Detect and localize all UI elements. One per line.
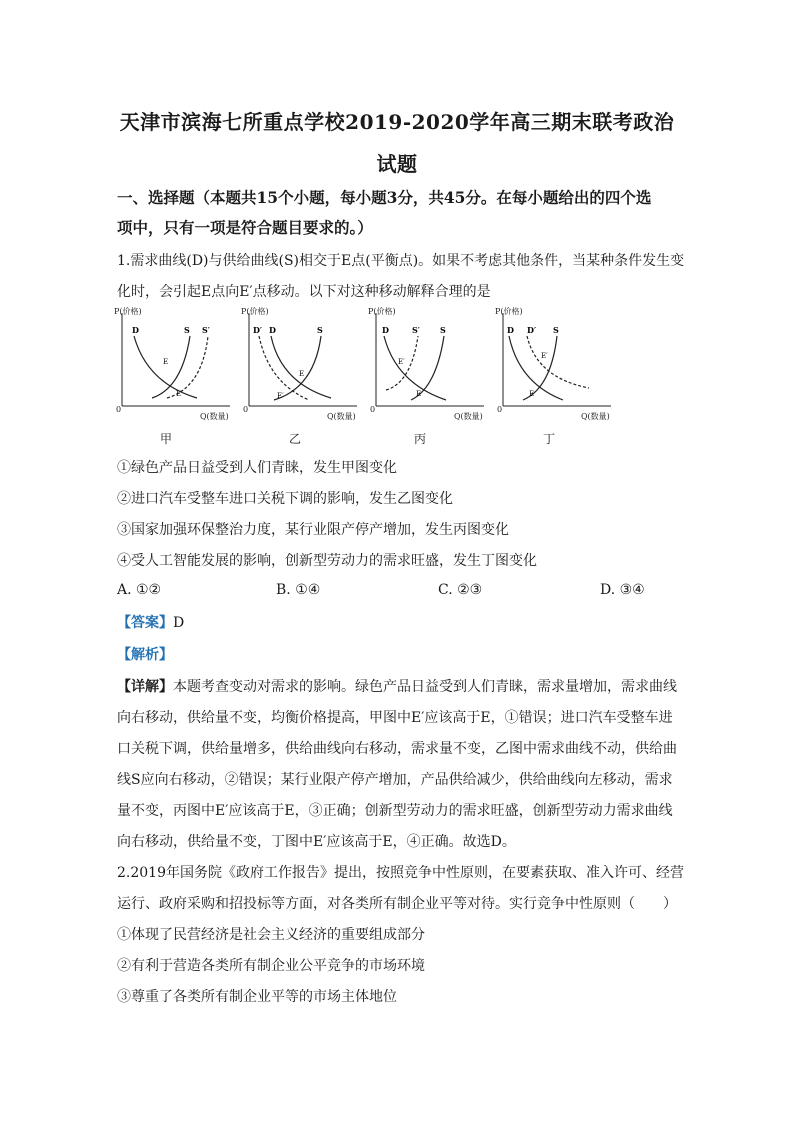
detail-line-1 bbox=[117, 676, 677, 696]
detail-line-4: 线S应向右移动，②错误；某行业限产停产增加，产品供给减少，供给曲线向左移动，需求 bbox=[117, 772, 673, 788]
origin-label: 0 bbox=[497, 405, 503, 414]
section-heading: 一、选择题（本题共15个小题，每小题3分，共45分。在每小题给出的四个选 bbox=[117, 188, 652, 207]
answer-value: D bbox=[173, 615, 185, 631]
page-title: 天津市滨海七所重点学校2019-2020学年高三期末联考政治 bbox=[119, 110, 675, 134]
choice-statement-3: ③尊重了各类所有制企业平等的市场主体地位 bbox=[117, 989, 397, 1005]
choice-statement-1: ①绿色产品日益受到人们青睐，发生甲图变化 bbox=[117, 460, 397, 476]
graph-ding-figure bbox=[493, 308, 613, 428]
detail-line-6: 向右移动，供给量不变，丁图中E′应该高于E，④正确。故选D。 bbox=[117, 834, 516, 850]
curve-label-d-prime: D′ bbox=[253, 325, 263, 335]
origin-label: 0 bbox=[116, 405, 122, 414]
section-heading-continued: 项中，只有一项是符合题目要求的。） bbox=[117, 218, 373, 237]
curve-label-d: D bbox=[269, 325, 276, 335]
curve-label-d: D bbox=[507, 325, 514, 335]
detail-label: 【详解】 bbox=[117, 679, 173, 695]
answer-label: 【答案】 bbox=[117, 615, 173, 631]
supply-demand-graphs bbox=[112, 308, 612, 446]
curve-label-s-prime: S′ bbox=[412, 325, 420, 335]
answer-line bbox=[117, 612, 184, 632]
x-axis-label: Q(数量) bbox=[327, 412, 356, 421]
choice-statement-3: ③国家加强环保整治力度，某行业限产停产增加，发生丙图变化 bbox=[117, 522, 509, 538]
curve-label-d: D bbox=[132, 325, 139, 335]
x-axis-label: Q(数量) bbox=[454, 412, 483, 421]
point-label-e: E bbox=[416, 390, 422, 398]
curve-label-s: S bbox=[184, 325, 190, 335]
y-axis-label: P(价格) bbox=[114, 307, 142, 316]
curve-label-s: S bbox=[317, 325, 323, 335]
detail-text: 本题考查变动对需求的影响。绿色产品日益受到人们青睐，需求量增加，需求曲线 bbox=[173, 679, 677, 695]
choice-statement-4: ④受人工智能发展的影响，创新型劳动力的需求旺盛，发生丁图变化 bbox=[117, 553, 537, 569]
point-label-e-prime: E′ bbox=[398, 358, 405, 366]
y-axis-label: P(价格) bbox=[495, 307, 523, 316]
y-axis-label: P(价格) bbox=[241, 307, 269, 316]
point-label-e-prime: E′ bbox=[541, 352, 548, 360]
option-d: D. ③④ bbox=[600, 582, 645, 598]
choice-statement-1: ①体现了民营经济是社会主义经济的重要组成部分 bbox=[117, 927, 425, 943]
detail-line-5: 量不变，丙图中E′应该高于E，③正确；创新型劳动力的需求旺盛，创新型劳动力需求曲线 bbox=[117, 803, 673, 819]
analysis-line bbox=[117, 644, 173, 664]
graph-bing bbox=[366, 308, 486, 446]
curve-label-d: D bbox=[382, 325, 389, 335]
question-2-stem-continued: 运行、政府采购和招投标等方面，对各类所有制企业平等对待。实行竞争中性原则（ ） bbox=[117, 896, 677, 912]
point-label-e: E bbox=[299, 370, 305, 378]
choice-statement-2: ②有利于营造各类所有制企业公平竞争的市场环境 bbox=[117, 958, 425, 974]
curve-label-s-prime: S′ bbox=[202, 325, 210, 335]
detail-line-3: 口关税下调，供给量增多，供给曲线向右移动，需求量不变，乙图中需求曲线不动，供给曲 bbox=[117, 741, 677, 757]
graph-jia-figure bbox=[112, 308, 232, 428]
option-b: B. ①④ bbox=[276, 582, 321, 598]
option-a: A. ①② bbox=[117, 582, 162, 598]
analysis-label: 【解析】 bbox=[117, 647, 173, 663]
point-label-e: E bbox=[163, 358, 169, 366]
graph-name: 乙 bbox=[289, 432, 302, 446]
graph-yi-figure bbox=[239, 308, 359, 428]
option-c: C. ②③ bbox=[438, 582, 483, 598]
point-label-e-prime: E′ bbox=[176, 390, 183, 398]
origin-label: 0 bbox=[370, 405, 376, 414]
graph-yi bbox=[239, 308, 359, 446]
page-title-continued: 试题 bbox=[376, 152, 418, 176]
choice-statement-2: ②进口汽车受整车进口关税下调的影响，发生乙图变化 bbox=[117, 491, 453, 507]
x-axis-label: Q(数量) bbox=[200, 412, 229, 421]
detail-line-2: 向右移动，供给量不变，均衡价格提高，甲图中E′应该高于E，①错误；进口汽车受整车进 bbox=[117, 710, 673, 726]
y-axis-label: P(价格) bbox=[368, 307, 396, 316]
curve-label-s: S bbox=[440, 325, 446, 335]
graph-name: 丙 bbox=[414, 432, 427, 446]
graph-name: 丁 bbox=[543, 432, 556, 446]
point-label-e-prime: E′ bbox=[277, 392, 284, 400]
question-2-stem: 2.2019年国务院《政府工作报告》提出，按照竞争中性原则，在要素获取、准入许可、经营 bbox=[117, 865, 684, 881]
curve-label-d-prime: D′ bbox=[527, 325, 537, 335]
graph-jia bbox=[112, 308, 232, 446]
graph-name: 甲 bbox=[160, 432, 173, 446]
question-1-stem: 1.需求曲线(D)与供给曲线(S)相交于E点(平衡点)。如果不考虑其他条件，当某种条件发生变 bbox=[117, 253, 685, 269]
origin-label: 0 bbox=[243, 405, 249, 414]
question-1-stem-continued: 化时，会引起E点向E′点移动。以下对这种移动解释合理的是 bbox=[117, 284, 491, 300]
point-label-e: E bbox=[529, 390, 535, 398]
curve-label-s: S bbox=[553, 325, 559, 335]
x-axis-label: Q(数量) bbox=[581, 412, 610, 421]
graph-bing-figure bbox=[366, 308, 486, 428]
graph-ding bbox=[493, 308, 613, 446]
